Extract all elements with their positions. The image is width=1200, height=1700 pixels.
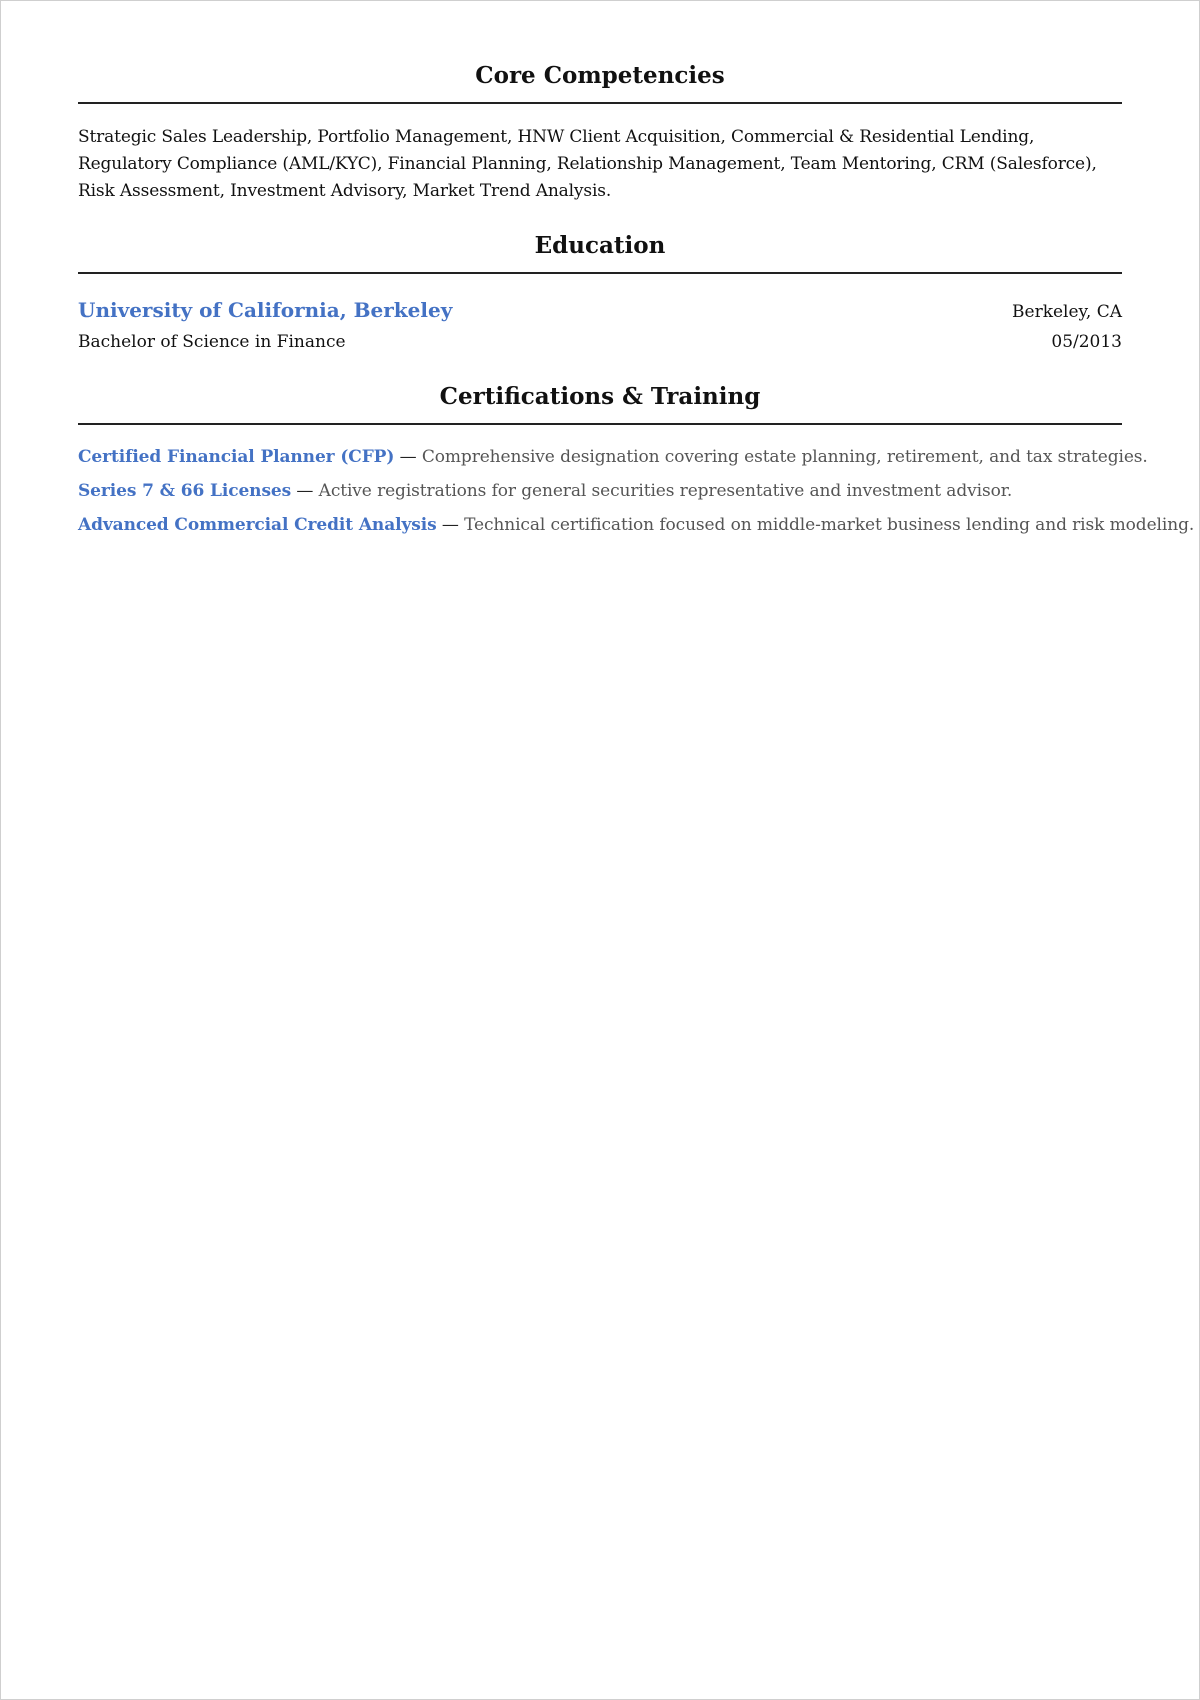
certification-description: Technical certification focused on middle-market business lending and risk modeling. <box>464 515 1195 535</box>
certification-description: Active registrations for general securities representative and investment advisor. <box>318 481 1013 501</box>
certification-item <box>78 513 1195 537</box>
education-school-name: University of California, Berkeley <box>78 298 453 322</box>
certifications-list <box>78 445 1195 537</box>
certification-item <box>78 479 1122 503</box>
certifications-section <box>78 382 1195 537</box>
core-competencies-section <box>78 61 1122 205</box>
education-degree: Bachelor of Science in Finance <box>78 332 346 352</box>
education-degree-row <box>78 328 1122 356</box>
certification-item <box>78 445 1148 469</box>
education-location: Berkeley, CA <box>1012 302 1122 322</box>
core-competencies-heading: Core Competencies <box>78 61 1122 104</box>
education-heading: Education <box>78 231 1122 274</box>
education-school-row <box>78 296 1122 326</box>
certification-name: Advanced Commercial Credit Analysis <box>78 515 437 535</box>
core-competencies-text: Strategic Sales Leadership, Portfolio Management, HNW Client Acquisition, Commercial & Residential Lending, Regulatory Compliance (AML/KYC), Financial Planning, Relationship Management, Team Mentoring, CRM (Salesforce), Risk Assessment, Investment Advisory, Market Trend Analysis. <box>78 127 1097 201</box>
certifications-heading: Certifications & Training <box>78 382 1122 425</box>
education-date: 05/2013 <box>1051 332 1122 352</box>
resume-content <box>78 1 1195 537</box>
certification-name: Certified Financial Planner (CFP) <box>78 447 395 467</box>
certification-description: Comprehensive designation covering estate planning, retirement, and tax strategies. <box>421 447 1148 467</box>
certification-separator: — <box>441 515 459 535</box>
certification-separator: — <box>399 447 417 467</box>
certification-name: Series 7 & 66 Licenses <box>78 481 292 501</box>
certification-separator: — <box>296 481 314 501</box>
education-section <box>78 231 1122 356</box>
